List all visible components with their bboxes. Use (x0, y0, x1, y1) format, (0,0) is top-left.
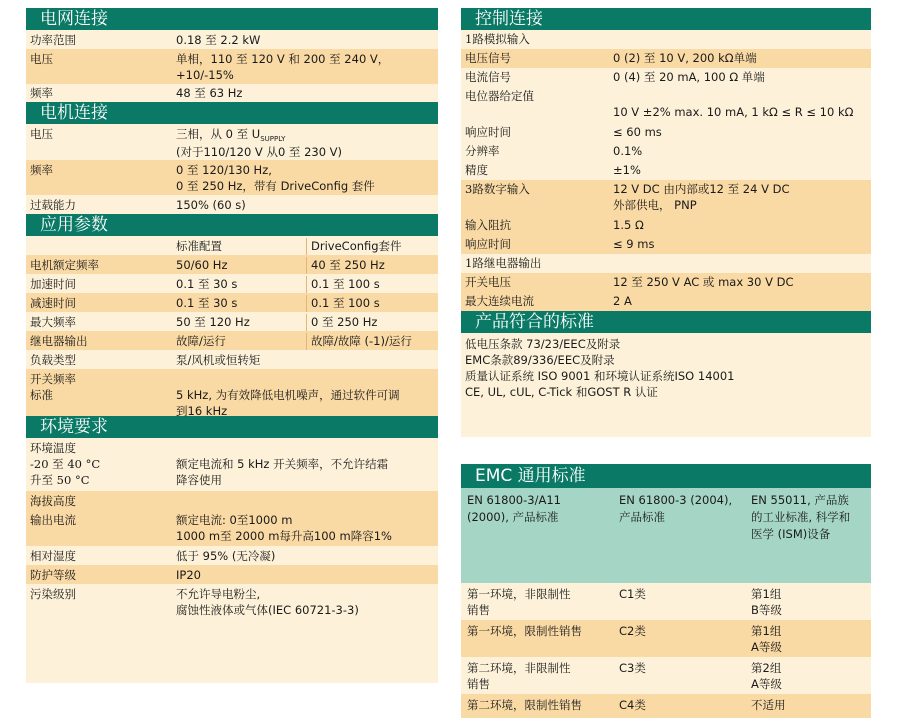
control-value (609, 236, 871, 254)
control-label: 开关电压 (465, 275, 511, 289)
grid-voltage-value (172, 51, 438, 84)
control-label: 电位器给定值 (465, 89, 534, 103)
control-row (461, 30, 871, 49)
control-label: 响应时间 (465, 237, 511, 251)
app-parameter-driveconfig: 故障/故障 (-1)/运行 (306, 333, 438, 350)
grid-power-value: 0.18 至 2.2 kW (176, 33, 261, 47)
control-row (461, 235, 871, 254)
emc-head-col3-line2: 的工业标准, 科学和 (751, 510, 851, 524)
motor-voltage-row (26, 124, 438, 160)
env-altitude-label: 海拔高度 (30, 494, 76, 508)
control-value-line: ≤ 9 ms (613, 237, 655, 251)
env-output-line2: 1000 m至 2000 m每升高100 m降容1% (176, 529, 392, 543)
standard-item (461, 384, 871, 400)
emc-row (461, 657, 871, 694)
right-column (461, 8, 871, 437)
app-switch-label1: 开关频率 (30, 372, 76, 386)
control-value-line: 外部供电， PNP (613, 198, 697, 212)
grid-voltage-row (26, 49, 438, 84)
app-switch-label2: 标准 (30, 388, 53, 402)
control-value-line: 1.5 Ω (613, 218, 644, 232)
control-rows (461, 30, 871, 311)
app-switch-line2: 到16 kHz (176, 404, 228, 418)
grid-connection-header: 电网连接 (26, 8, 438, 30)
control-value (609, 69, 871, 87)
app-col-standard: 标准配置 (176, 239, 222, 253)
emc-head-col3-line1: EN 55011, 产品族 (751, 493, 849, 507)
control-label: 最大连续电流 (465, 294, 534, 308)
emc-row (461, 620, 871, 657)
grid-voltage-label: 电压 (30, 52, 53, 66)
app-parameter-row (26, 312, 438, 331)
emc-rows (461, 583, 871, 718)
control-label: 电流信号 (465, 70, 511, 84)
emc-head-col1-line2: (2000), 产品标准 (467, 510, 559, 524)
left-column (26, 8, 438, 683)
motor-voltage-line1 (176, 126, 438, 144)
motor-voltage-label: 电压 (30, 127, 53, 141)
control-row (461, 68, 871, 87)
environment-header: 环境要求 (26, 416, 438, 438)
env-temp-line1: 额定电流和 5 kHz 开关频率，不允许结霜 (176, 457, 389, 471)
emc-head-col2-line1: EN 61800-3 (2004), (619, 493, 733, 507)
app-load-row (26, 350, 438, 369)
control-row (461, 292, 871, 311)
control-value (609, 217, 871, 235)
emc-group-line: 第1组 (751, 624, 782, 638)
app-parameter-standard: 0.1 至 30 s (176, 296, 238, 310)
control-label: 输入阻抗 (465, 218, 511, 232)
control-value-line: 10 V ±2% max. 10 mA, 1 kΩ ≤ R ≤ 10 kΩ (613, 105, 854, 119)
env-output-row (26, 510, 438, 546)
env-output-line1: 额定电流: 0至1000 m (176, 513, 293, 527)
control-value (609, 124, 871, 142)
app-switch-label (26, 371, 172, 416)
emc-head-col1 (461, 492, 613, 583)
app-parameter-row (26, 274, 438, 293)
emc-group (745, 623, 871, 657)
standards-list (461, 333, 871, 437)
app-load-label: 负载类型 (30, 353, 76, 367)
standard-item (461, 352, 871, 368)
motor-connection-header: 电机连接 (26, 102, 438, 124)
control-value-line: 0.1% (613, 144, 643, 158)
env-output-label: 输出电流 (30, 513, 76, 527)
env-output-value (172, 512, 438, 546)
app-parameter-row (26, 331, 438, 350)
app-parameter-driveconfig: 0 至 250 Hz (306, 314, 438, 331)
env-temp-label3: 升至 50 °C (30, 473, 90, 487)
control-row (461, 273, 871, 292)
control-label: 分辨率 (465, 144, 500, 158)
emc-group-line: B等级 (751, 603, 782, 617)
emc-group (745, 697, 871, 718)
standard-item-text: 低电压条款 73/23/EEC及附录 (465, 337, 621, 351)
grid-voltage-line1: 单相，110 至 120 V 和 200 至 240 V， (176, 52, 390, 66)
motor-overload-label: 过载能力 (30, 198, 76, 212)
env-temperature-label (26, 440, 172, 491)
env-temperature-value (172, 440, 438, 491)
emc-group-line: 第2组 (751, 661, 782, 675)
env-temperature-row (26, 438, 438, 491)
motor-frequency-line1: 0 至 120/130 Hz, (176, 163, 272, 177)
env-protection-row (26, 565, 438, 584)
env-humidity-row (26, 546, 438, 565)
standard-item (461, 336, 871, 352)
control-value-line: 12 至 250 V AC 或 max 30 V DC (613, 275, 794, 289)
env-pollution-line1: 不允许导电粉尘, (176, 587, 261, 601)
control-value-line (613, 88, 871, 104)
app-switch-row (26, 369, 438, 416)
grid-voltage-line2: +10/-15% (176, 68, 234, 82)
emc-group-line: 第1组 (751, 587, 782, 601)
control-label: 响应时间 (465, 125, 511, 139)
emc-table (461, 464, 871, 718)
app-parameter-rows (26, 255, 438, 350)
app-switch-value (172, 371, 438, 416)
app-parameter-label: 电机额定频率 (30, 258, 99, 272)
emc-head-col2-line2: 产品标准 (619, 510, 665, 524)
emc-environment-line: 销售 (467, 603, 490, 617)
app-parameter-label: 最大频率 (30, 315, 76, 329)
control-value-line (613, 31, 871, 47)
emc-row (461, 694, 871, 718)
env-pollution-value (172, 586, 438, 683)
env-pollution-label: 污染级别 (30, 587, 76, 601)
motor-voltage-line2: (对于110/120 V 从0 至 230 V) (176, 145, 343, 159)
emc-environment-line: 第二环境，非限制性 (467, 661, 571, 675)
control-label: 1路模拟输入 (465, 32, 530, 46)
control-row (461, 142, 871, 161)
control-row (461, 49, 871, 68)
control-value-line: 12 V DC 由内部或12 至 24 V DC (613, 182, 790, 196)
emc-environment-line: 第一环境，限制性销售 (467, 624, 582, 638)
app-parameter-label: 加速时间 (30, 277, 76, 291)
control-value-line: 2 A (613, 294, 632, 308)
app-parameter-standard: 50 至 120 Hz (176, 315, 250, 329)
app-parameter-standard: 0.1 至 30 s (176, 277, 238, 291)
app-parameter-label: 减速时间 (30, 296, 76, 310)
app-column-header-row (26, 236, 438, 255)
app-switch-line1: 5 kHz, 为有效降低电机噪声，通过软件可调 (176, 388, 400, 402)
control-row (461, 87, 871, 123)
env-protection-value: IP20 (176, 568, 201, 582)
emc-environment-line: 第一环境，非限制性 (467, 587, 571, 601)
emc-environment (461, 660, 613, 694)
control-label: 1路继电器输出 (465, 256, 542, 270)
grid-frequency-value: 48 至 63 Hz (176, 86, 243, 100)
control-value-line (613, 255, 871, 271)
control-row (461, 123, 871, 142)
control-row (461, 161, 871, 180)
emc-category: C1类 (619, 587, 646, 601)
control-value-line: 0 (4) 至 20 mA, 100 Ω 单端 (613, 70, 765, 84)
emc-environment-line: 第二环境，限制性销售 (467, 698, 582, 712)
control-value (609, 162, 871, 180)
app-blank-label (26, 238, 172, 255)
supply-subscript: SUPPLY (260, 135, 286, 143)
env-altitude-value (172, 493, 438, 510)
grid-frequency-label: 频率 (30, 86, 53, 100)
emc-environment (461, 586, 613, 620)
app-parameter-driveconfig: 0.1 至 100 s (306, 276, 438, 293)
control-value (609, 88, 871, 123)
emc-category: C2类 (619, 624, 646, 638)
app-parameter-driveconfig: 0.1 至 100 s (306, 295, 438, 312)
env-pollution-row (26, 584, 438, 683)
env-humidity-label: 相对湿度 (30, 549, 76, 563)
app-load-value: 泵/风机或恒转矩 (176, 353, 261, 367)
control-value-line: 0 (2) 至 10 V, 200 kΩ单端 (613, 51, 757, 65)
control-value (609, 274, 871, 292)
emc-environment-line: 销售 (467, 677, 490, 691)
emc-column-headers (461, 488, 871, 583)
control-label: 精度 (465, 163, 488, 177)
control-connection-header: 控制连接 (461, 8, 871, 30)
emc-group-line: 不适用 (751, 698, 786, 712)
app-col-driveconfig: DriveConfig套件 (306, 238, 438, 255)
app-parameter-row (26, 293, 438, 312)
motor-frequency-row (26, 160, 438, 195)
motor-frequency-label: 频率 (30, 163, 53, 177)
emc-head-col3 (745, 492, 871, 583)
motor-frequency-line2: 0 至 250 Hz，带有 DriveConfig 套件 (176, 179, 375, 193)
control-value-line: ≤ 60 ms (613, 125, 662, 139)
app-parameter-label: 继电器输出 (30, 334, 88, 348)
emc-environment (461, 623, 613, 657)
emc-head-col1-line1: EN 61800-3/A11 (467, 493, 561, 507)
control-value (609, 181, 871, 216)
grid-frequency-row (26, 84, 438, 102)
env-pollution-line2: 腐蚀性液体或气体(IEC 60721-3-3) (176, 603, 359, 617)
env-temp-label2: -20 至 40 °C (30, 457, 101, 471)
emc-group-line: A等级 (751, 677, 782, 691)
standard-item-text: CE, UL, cUL, C-Tick 和GOST R 认证 (465, 385, 658, 399)
emc-category: C3类 (619, 661, 646, 675)
control-row (461, 254, 871, 273)
emc-head-col2 (613, 492, 745, 583)
motor-voltage-value (172, 126, 438, 160)
app-parameter-standard: 故障/运行 (176, 334, 226, 348)
control-row (461, 180, 871, 216)
control-value-line: ±1% (613, 163, 641, 177)
env-humidity-value: 低于 95% (无冷凝) (176, 549, 276, 563)
control-label: 3路数字输入 (465, 182, 530, 196)
control-value (609, 50, 871, 68)
emc-group (745, 660, 871, 694)
emc-environment (461, 697, 613, 718)
motor-overload-value: 150% (60 s) (176, 198, 246, 212)
grid-power-label: 功率范围 (30, 33, 76, 47)
emc-row (461, 583, 871, 620)
emc-group (745, 586, 871, 620)
control-value (609, 293, 871, 311)
control-label: 电压信号 (465, 51, 511, 65)
env-temp-line2: 降容使用 (176, 473, 222, 487)
env-protection-label: 防护等级 (30, 568, 76, 582)
grid-power-row (26, 30, 438, 49)
app-parameter-standard: 50/60 Hz (176, 258, 228, 272)
motor-overload-row (26, 195, 438, 214)
standard-item (461, 368, 871, 384)
env-altitude-row (26, 491, 438, 510)
control-value (609, 31, 871, 49)
emc-group-line: A等级 (751, 640, 782, 654)
env-temp-label1: 环境温度 (30, 441, 76, 455)
app-parameter-driveconfig: 40 至 250 Hz (306, 257, 438, 274)
control-value (609, 143, 871, 161)
standard-item-text: 质量认证系统 ISO 9001 和环境认证系统ISO 14001 (465, 369, 735, 383)
app-parameter-row (26, 255, 438, 274)
control-value (609, 255, 871, 273)
control-row (461, 216, 871, 235)
standards-header: 产品符合的标准 (461, 311, 871, 333)
emc-head-col3-line3: 医学 (ISM)设备 (751, 527, 831, 541)
emc-header: EMC 通用标准 (461, 464, 871, 488)
motor-voltage-text: 三相，从 0 至 U (176, 127, 261, 141)
application-parameters-header: 应用参数 (26, 214, 438, 236)
standard-item-text: EMC条款89/336/EEC及附录 (465, 353, 615, 367)
emc-category: C4类 (619, 698, 646, 712)
motor-frequency-value (172, 162, 438, 195)
